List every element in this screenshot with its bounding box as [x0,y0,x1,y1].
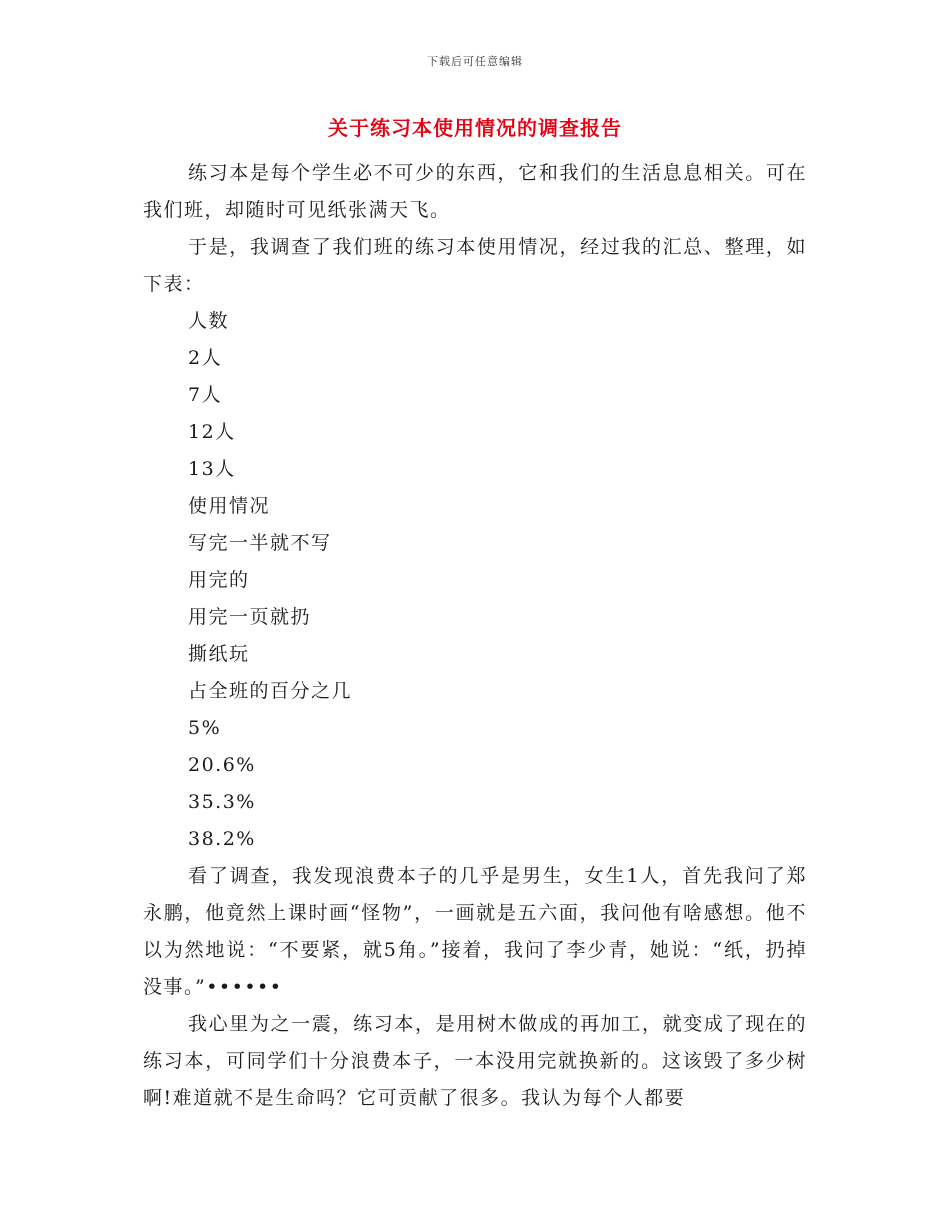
table-line: 7人 [188,384,223,406]
table-line: 使用情况 [188,495,271,517]
paragraph-closing-1: 看了调查，我发现浪费本子的几乎是男生，女生1人，首先我问了郑永鹏，他竟然上课时画“怪物”，一画就是五六面，我问他有啥感想。他不以为然地说：“不要紧，就5角。”接着，我问了李少青，她说：“纸，扔掉没事。”•••••• [143,865,807,998]
table-line: 撕纸玩 [188,643,250,665]
table-line: 用完一页就扔 [188,606,312,628]
table-line: 占全班的百分之几 [188,680,353,702]
table-line: 写完一半就不写 [188,532,332,554]
document-body [143,155,807,1117]
table-line: 12人 [188,421,236,443]
paragraph-intro-1: 练习本是每个学生必不可少的东西，它和我们的生活息息相关。可在我们班，却随时可见纸张满天飞。 [143,162,807,221]
table-line: 人数 [188,310,230,332]
paragraph-closing-2: 我心里为之一震，练习本，是用树木做成的再加工，就变成了现在的练习本，可同学们十分浪费本子，一本没用完就换新的。这该毁了多少树啊!难道就不是生命吗？它可贡献了很多。我认为每个人都要 [143,1013,807,1109]
table-line: 20.6% [188,754,256,776]
header-note: 下载后可任意编辑 [427,55,523,68]
table-line: 5% [188,717,222,739]
table-line: 38.2% [188,828,256,850]
table-line: 2人 [188,347,223,369]
document-title: 关于练习本使用情况的调查报告 [328,116,622,140]
table-line: 13人 [188,458,236,480]
table-line: 用完的 [188,569,250,591]
table-line: 35.3% [188,791,256,813]
paragraph-intro-2: 于是，我调查了我们班的练习本使用情况，经过我的汇总、整理，如下表： [143,236,807,295]
